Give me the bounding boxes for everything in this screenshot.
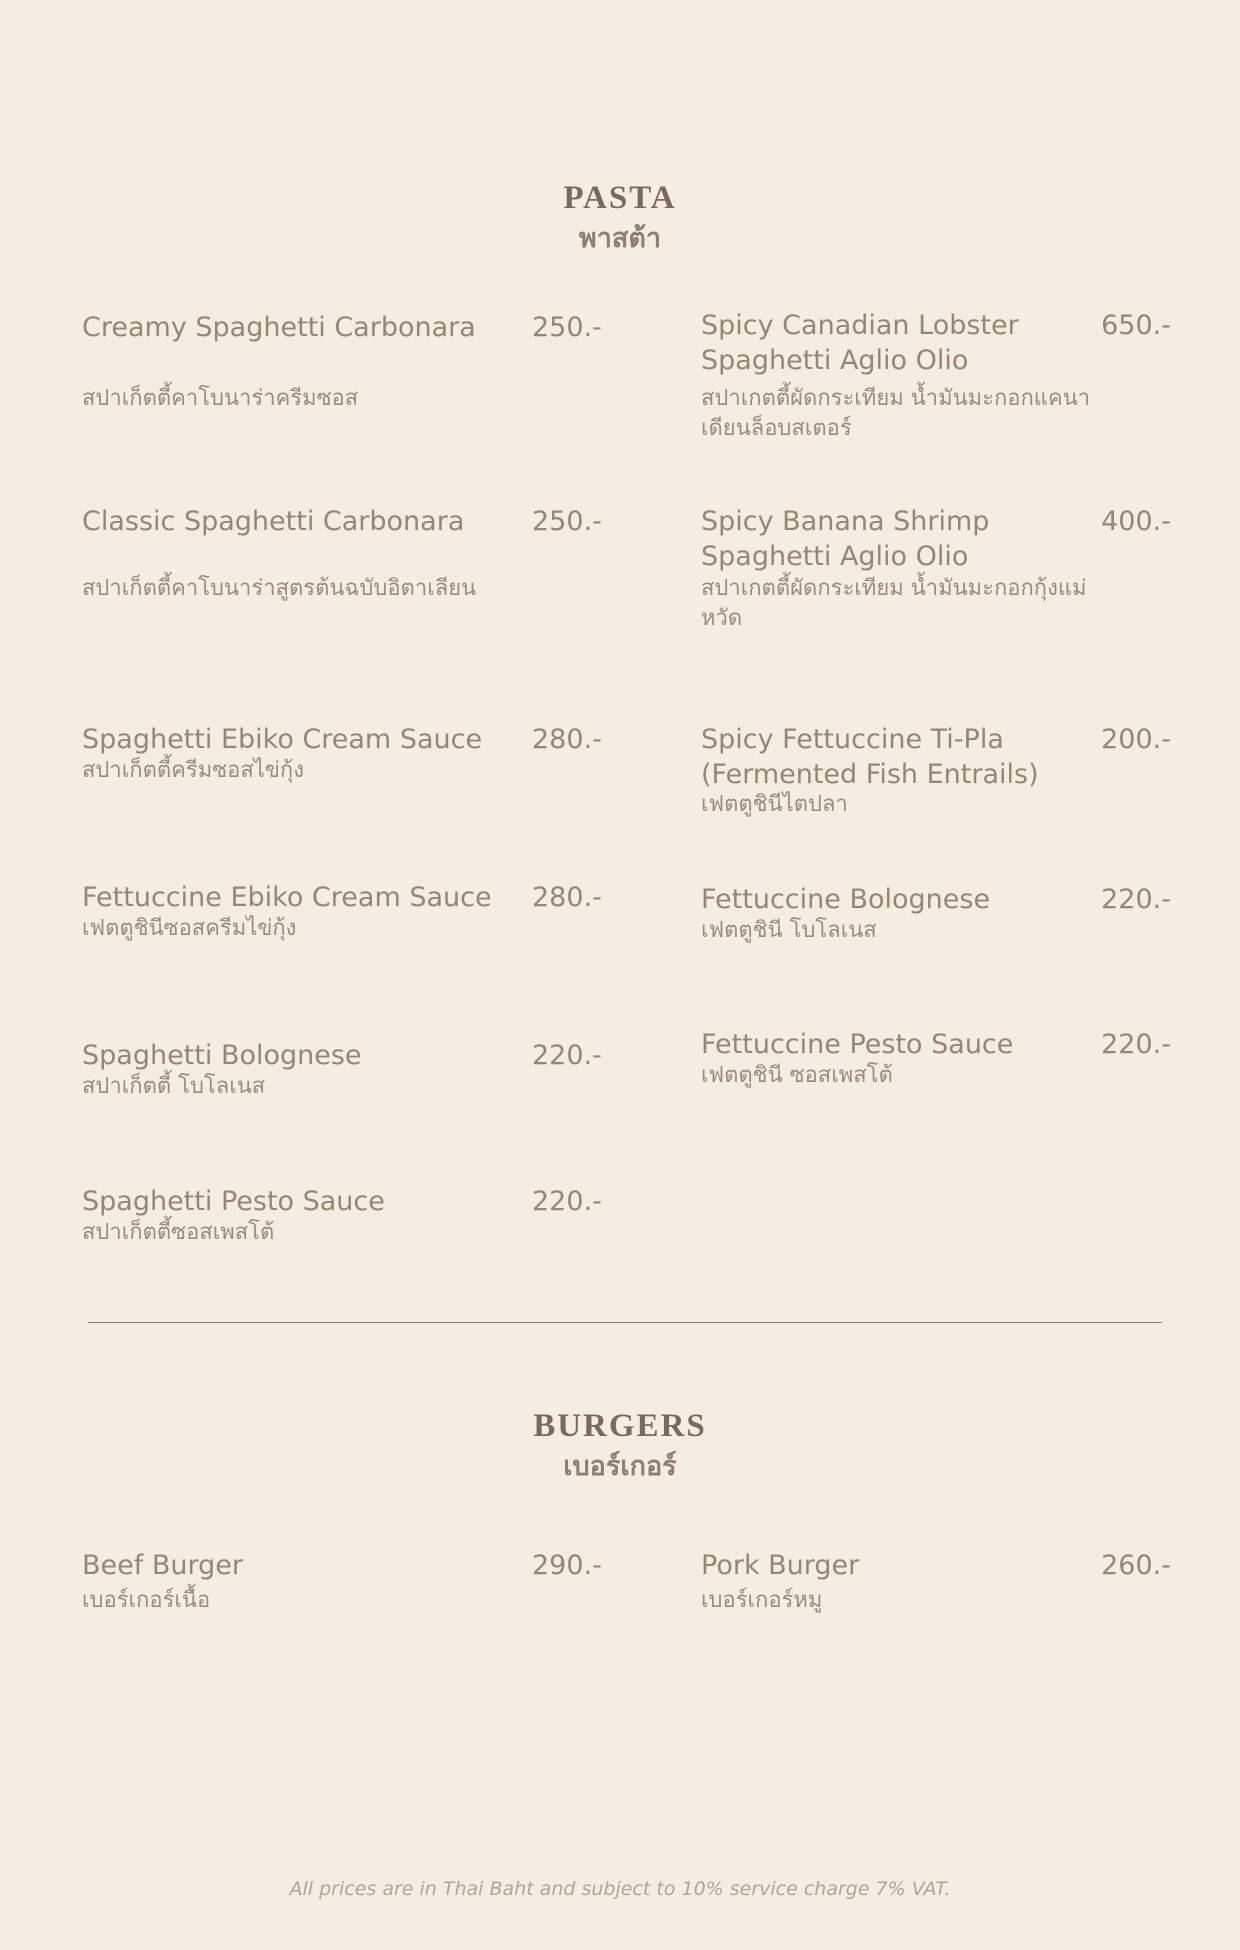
item-name: Fettuccine Pesto Sauce — [701, 1029, 1014, 1060]
item-name: Spicy Banana Shrimp Spaghetti Aglio Olio — [701, 506, 990, 572]
item-thai-name: เบอร์เกอร์เนื้อ — [82, 1588, 211, 1613]
item-price: 250.- — [532, 506, 602, 537]
item-name: Spaghetti Ebiko Cream Sauce — [82, 724, 483, 755]
burgers-subtitle: เบอร์เกอร์ — [563, 1451, 677, 1481]
item-thai-name: สปาเก็ตตี้ โบโลเนส — [82, 1074, 266, 1099]
item-price: 280.- — [532, 724, 602, 755]
item-thai-name: สปาเก็ตตี้ครีมซอสไข่กุ้ง — [82, 758, 304, 783]
item-thai-name: สปาเก็ตตี้คาโบนาร่าครีมซอส — [82, 386, 359, 411]
item-name: Fettuccine Bolognese — [701, 884, 991, 915]
item-name: Spaghetti Bolognese — [82, 1040, 362, 1071]
item-price: 220.- — [1101, 1029, 1171, 1060]
item-price: 220.- — [1101, 884, 1171, 915]
item-price: 280.- — [532, 882, 602, 913]
item-thai-name: สปาเก็ตตี้ซอสเพสโต้ — [82, 1220, 275, 1245]
item-price: 650.- — [1101, 310, 1171, 341]
price-disclaimer: All prices are in Thai Baht and subject to 10% service charge 7% VAT. — [289, 1878, 951, 1900]
item-price: 250.- — [532, 312, 602, 343]
item-name: Spicy Fettuccine Ti-Pla (Fermented Fish Entrails) — [701, 724, 1039, 790]
burgers-title: BURGERS — [533, 1408, 707, 1444]
pasta-subtitle: พาสต้า — [578, 223, 662, 253]
item-thai-name: เฟตตูชินีไตปลา — [701, 792, 848, 817]
item-name: Creamy Spaghetti Carbonara — [82, 312, 476, 343]
item-name: Classic Spaghetti Carbonara — [82, 506, 465, 537]
item-thai-name: เบอร์เกอร์หมู — [701, 1588, 823, 1613]
item-price: 260.- — [1101, 1550, 1171, 1581]
item-thai-name: เฟตตูชินี โบโลเนส — [701, 918, 877, 943]
item-price: 200.- — [1101, 724, 1171, 755]
item-price: 290.- — [532, 1550, 602, 1581]
item-name: Spaghetti Pesto Sauce — [82, 1186, 385, 1217]
item-thai-name: เฟตตูชินีซอสครีมไข่กุ้ง — [82, 916, 297, 941]
section-divider — [88, 1322, 1162, 1323]
item-name: Spicy Canadian Lobster Spaghetti Aglio Olio — [701, 310, 1019, 376]
item-thai-name: สปาเกตตี้ผัดกระเทียม น้ำมันมะกอกแคนาเดียนล็อบสเตอร์ — [701, 386, 1091, 441]
item-name: Pork Burger — [701, 1550, 860, 1581]
item-price: 220.- — [532, 1040, 602, 1071]
item-thai-name: สปาเก็ตตี้คาโบนาร่าสูตรต้นฉบับอิตาเลียน — [82, 576, 477, 601]
item-price: 400.- — [1101, 506, 1171, 537]
item-thai-name: สปาเกตตี้ผัดกระเทียม น้ำมันมะกอกกุ้งแม่หวัด — [701, 576, 1087, 631]
pasta-title: PASTA — [563, 180, 677, 216]
item-name: Fettuccine Ebiko Cream Sauce — [82, 882, 492, 913]
item-price: 220.- — [532, 1186, 602, 1217]
item-name: Beef Burger — [82, 1550, 243, 1581]
item-thai-name: เฟตตูชินี ซอสเพสโต้ — [701, 1063, 893, 1088]
